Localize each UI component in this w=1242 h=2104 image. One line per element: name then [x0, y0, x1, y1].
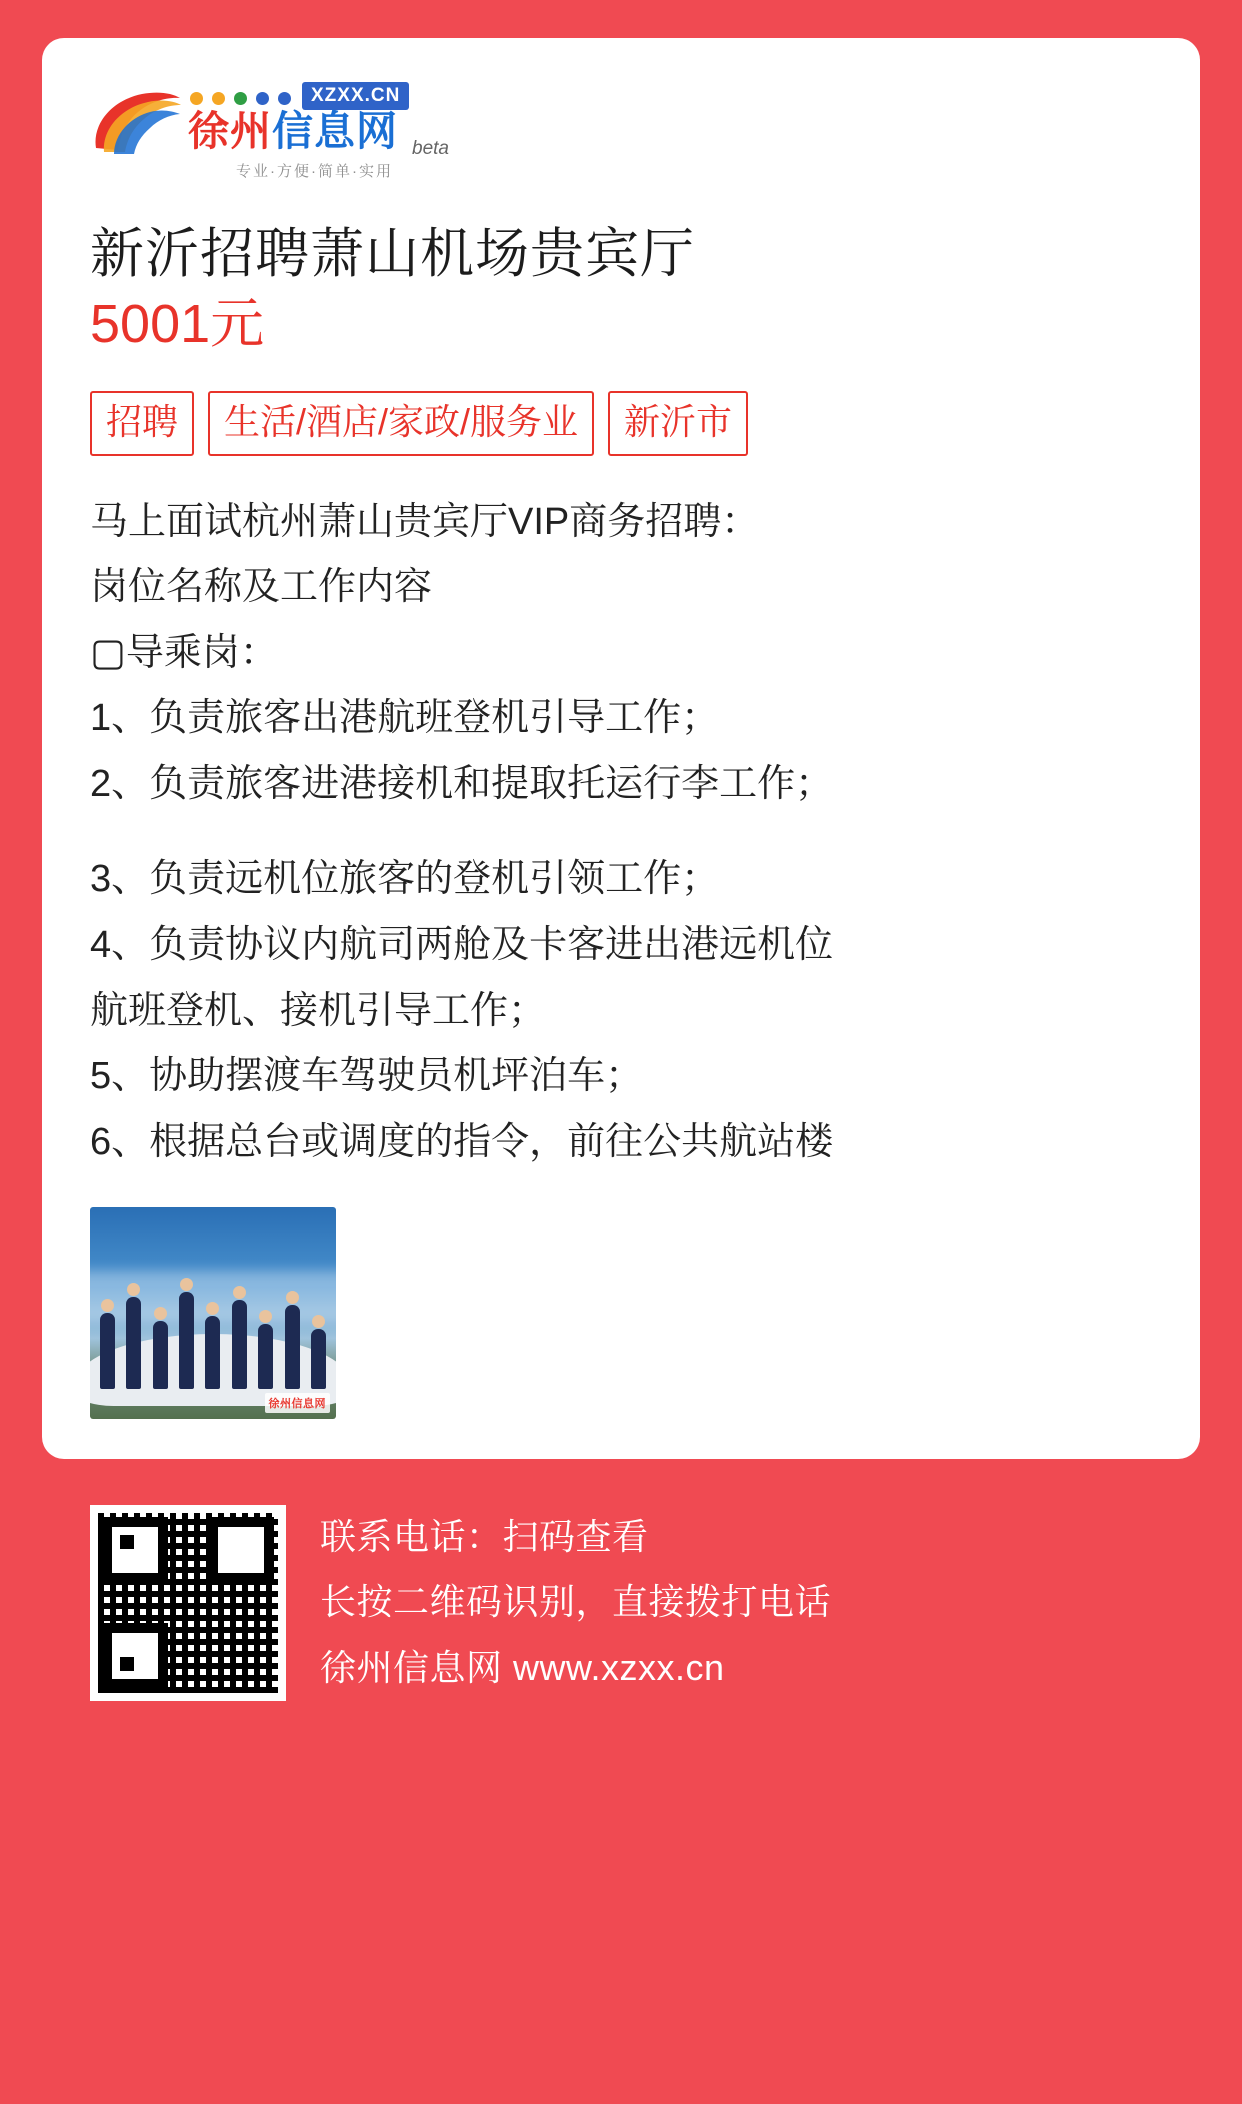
- qr-finder-bottom-left: [102, 1623, 168, 1689]
- description-line: 5、协助摆渡车驾驶员机坪泊车；: [90, 1055, 644, 1098]
- site-logo[interactable]: [90, 80, 1152, 180]
- contact-line-site: 徐州信息网 www.xzxx.cn: [320, 1646, 725, 1688]
- description-line: 航班登机、接机引导工作；: [90, 989, 547, 1032]
- logo-word-2: 信息网: [272, 108, 398, 154]
- qr-code[interactable]: [90, 1505, 286, 1701]
- description-line: 1、负责旅客出港航班登机引导工作；: [90, 697, 720, 740]
- description-line: 马上面试杭州萧山贵宾厅VIP商务招聘：: [90, 500, 760, 543]
- logo-wordmark: [188, 108, 398, 154]
- description-line: 3、负责远机位旅客的登机引领工作；: [90, 858, 720, 901]
- salary-text: 5001元: [90, 293, 265, 354]
- job-photo-container: [90, 1207, 1152, 1419]
- logo-slogan: 专业·方便·简单·实用: [236, 163, 393, 180]
- swoosh-icon: [90, 84, 182, 156]
- description-spacer: [90, 819, 1152, 849]
- description-line: 4、负责协议内航司两舱及卡客进出港远机位: [90, 923, 834, 966]
- logo-dots: [190, 92, 291, 105]
- description-line: ▢导乘岗：: [90, 631, 278, 674]
- logo-beta-label: beta: [412, 138, 449, 159]
- photo-crew-figures: [100, 1258, 326, 1389]
- photo-watermark: 徐州信息网: [265, 1393, 331, 1413]
- tag-list: [90, 391, 1152, 456]
- description-line: 岗位名称及工作内容: [90, 566, 433, 609]
- tag-item-1[interactable]: 生活/酒店/家政/服务业: [208, 391, 594, 456]
- contact-line-phone: 联系电话：扫码查看: [320, 1516, 649, 1558]
- crew-photo: [90, 1207, 336, 1419]
- description-line: 2、负责旅客进港接机和提取托运行李工作；: [90, 762, 834, 805]
- logo-word-1: 徐州: [188, 108, 272, 154]
- footer-contact: [42, 1459, 1200, 1701]
- content-card: [42, 38, 1200, 1459]
- tag-item-0[interactable]: 招聘: [90, 391, 194, 456]
- contact-text-block: [320, 1505, 831, 1689]
- logo-domain-badge: XZXX.CN: [302, 82, 409, 110]
- tag-item-2[interactable]: 新沂市: [608, 391, 748, 456]
- qr-code-image: [98, 1513, 278, 1693]
- job-description: [90, 492, 1152, 1173]
- page-title: 新沂招聘萧山机场贵宾厅: [90, 224, 695, 284]
- contact-line-hint: 长按二维码识别，直接拨打电话: [320, 1581, 832, 1623]
- description-line: 6、根据总台或调度的指令，前往公共航站楼: [90, 1120, 834, 1163]
- logo-graphic: [90, 80, 480, 180]
